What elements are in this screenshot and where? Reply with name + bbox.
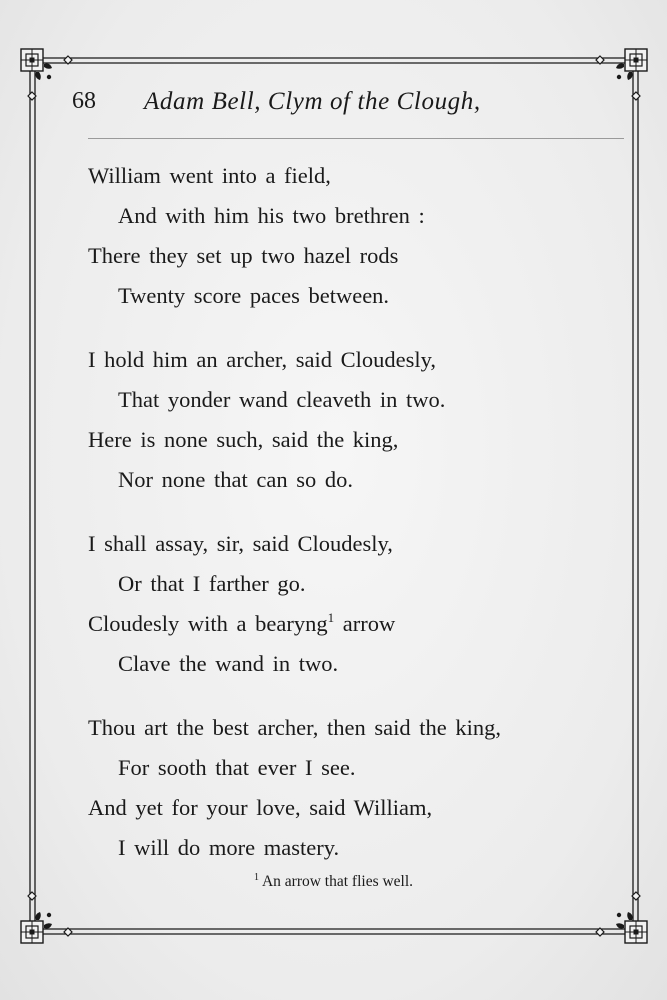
poem-line: For sooth that ever I see. (118, 755, 356, 780)
footnote-text: An arrow that flies well. (261, 873, 414, 890)
stanza-2 (88, 340, 608, 500)
poem-line: Clave the wand in two. (118, 651, 339, 676)
poem-line: Here is none such, said the king, (88, 427, 399, 452)
header-rule (88, 138, 624, 139)
poem (88, 156, 608, 892)
poem-line-text: Cloudesly with a bearyng (88, 611, 328, 636)
poem-line-with-footnote (88, 604, 608, 644)
running-title: Adam Bell, Clym of the Clough, (144, 88, 481, 115)
poem-line: William went into a field, (88, 163, 331, 188)
footnote-number: 1 (253, 872, 259, 883)
poem-line: Thou art the best archer, then said the king, (88, 715, 501, 740)
poem-line-text: arrow (342, 611, 396, 636)
poem-line: And yet for your love, said William, (88, 795, 433, 820)
poem-line: Nor none that can so do. (118, 467, 353, 492)
poem-line: I hold him an archer, said Cloudesly, (88, 347, 437, 372)
poem-line: I will do more mastery. (118, 835, 340, 860)
stanza-4 (88, 708, 608, 868)
poem-line: Or that I farther go. (118, 571, 306, 596)
poem-line: That yonder wand cleaveth in two. (118, 387, 446, 412)
footnote-marker: 1 (327, 610, 335, 625)
poem-line: And with him his two brethren : (118, 203, 425, 228)
page-number: 68 (72, 88, 96, 114)
poem-line: There they set up two hazel rods (88, 243, 399, 268)
running-header (72, 88, 612, 124)
footnote (0, 873, 667, 891)
stanza-3 (88, 524, 608, 684)
poem-line: I shall assay, sir, said Cloudesly, (88, 531, 393, 556)
stanza-1 (88, 156, 608, 316)
poem-line: Twenty score paces between. (118, 283, 390, 308)
